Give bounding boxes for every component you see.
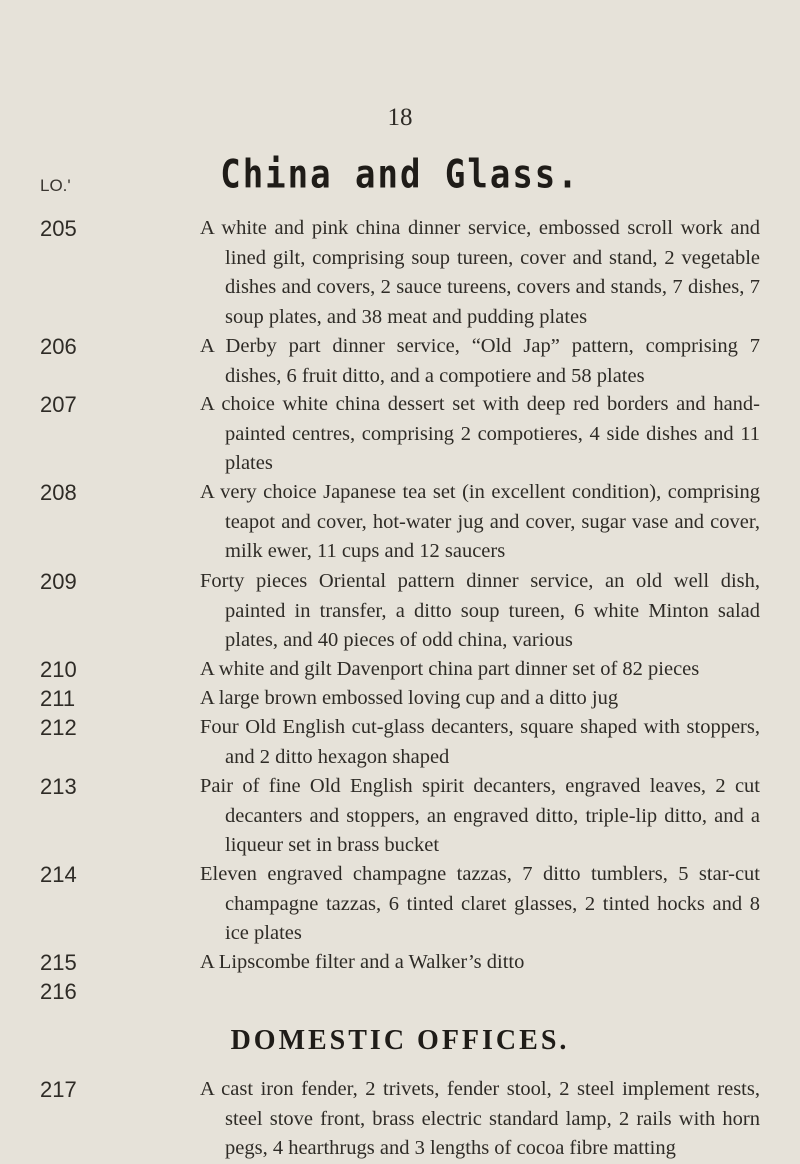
lot-number: 215: [40, 950, 77, 975]
lot-number: 216: [40, 979, 77, 1004]
lot-description: A choice white china dessert set with deep red borders and hand-painted centres, comprising 2 compotieres, 4 side dishes and 11 plates: [200, 393, 760, 474]
lot-number: 214: [40, 862, 77, 887]
lot-number: 211: [40, 686, 76, 711]
lot-description: A very choice Japanese tea set (in excellent condition), comprising teapot and cover, hot-water jug and cover, sugar vase and cover, milk ewer, 11 cups and 12 saucers: [200, 481, 760, 562]
lot-description: A large brown embossed loving cup and a ditto jug: [200, 687, 619, 709]
section-title-domestic-offices: DOMESTIC OFFICES.: [230, 1025, 570, 1056]
lot-column-header: LO.': [40, 176, 71, 195]
lot-number: 207: [40, 392, 77, 417]
lot-description: Four Old English cut-glass decanters, square shaped with stoppers, and 2 ditto hexagon shaped: [200, 716, 760, 768]
lot-description: Forty pieces Oriental pattern dinner service, an old well dish, painted in transfer, a ditto soup tureen, 6 white Minton salad plates, and 40 pieces of odd china, various: [200, 570, 760, 651]
lot-description: Pair of fine Old English spirit decanters, engraved leaves, 2 cut decanters and stoppers, an engraved ditto, triple-lip ditto, and a liqueur set in brass bucket: [200, 775, 760, 856]
lot-description: A cast iron fender, 2 trivets, fender stool, 2 steel implement rests, steel stove front, brass electric standard lamp, 2 rails with horn pegs, 4 hearthrugs and 3 lengths of cocoa fibre matting: [200, 1078, 760, 1159]
page-number: 18: [387, 104, 413, 131]
lot-description: A Derby part dinner service, “Old Jap” pattern, comprising 7 dishes, 6 fruit ditto, and a compotiere and 58 plates: [200, 335, 760, 387]
lot-number: 208: [40, 480, 77, 505]
lot-number: 206: [40, 334, 77, 359]
lot-description: A white and pink china dinner service, embossed scroll work and lined gilt, comprising soup tureen, cover and stand, 2 vegetable dishes and covers, 2 sauce tureens, covers and stands, 7 dishes, 7 soup plates, and 38 meat and pudding plates: [200, 217, 760, 328]
lot-number: 213: [40, 774, 77, 799]
lot-description: A Lipscombe filter and a Walker’s ditto: [200, 951, 525, 973]
lot-description: A white and gilt Davenport china part dinner set of 82 pieces: [200, 658, 700, 680]
lot-number: 212: [40, 715, 77, 740]
lot-number: 210: [40, 657, 77, 682]
lot-number: 205: [40, 216, 77, 241]
lot-number: 209: [40, 569, 77, 594]
section-title-china-and-glass: China and Glass.: [220, 152, 580, 198]
lot-number: 217: [40, 1077, 77, 1102]
lot-description: Eleven engraved champagne tazzas, 7 ditto tumblers, 5 star-cut champagne tazzas, 6 tinted claret glasses, 2 tinted hocks and 8 ice plates: [200, 863, 760, 944]
